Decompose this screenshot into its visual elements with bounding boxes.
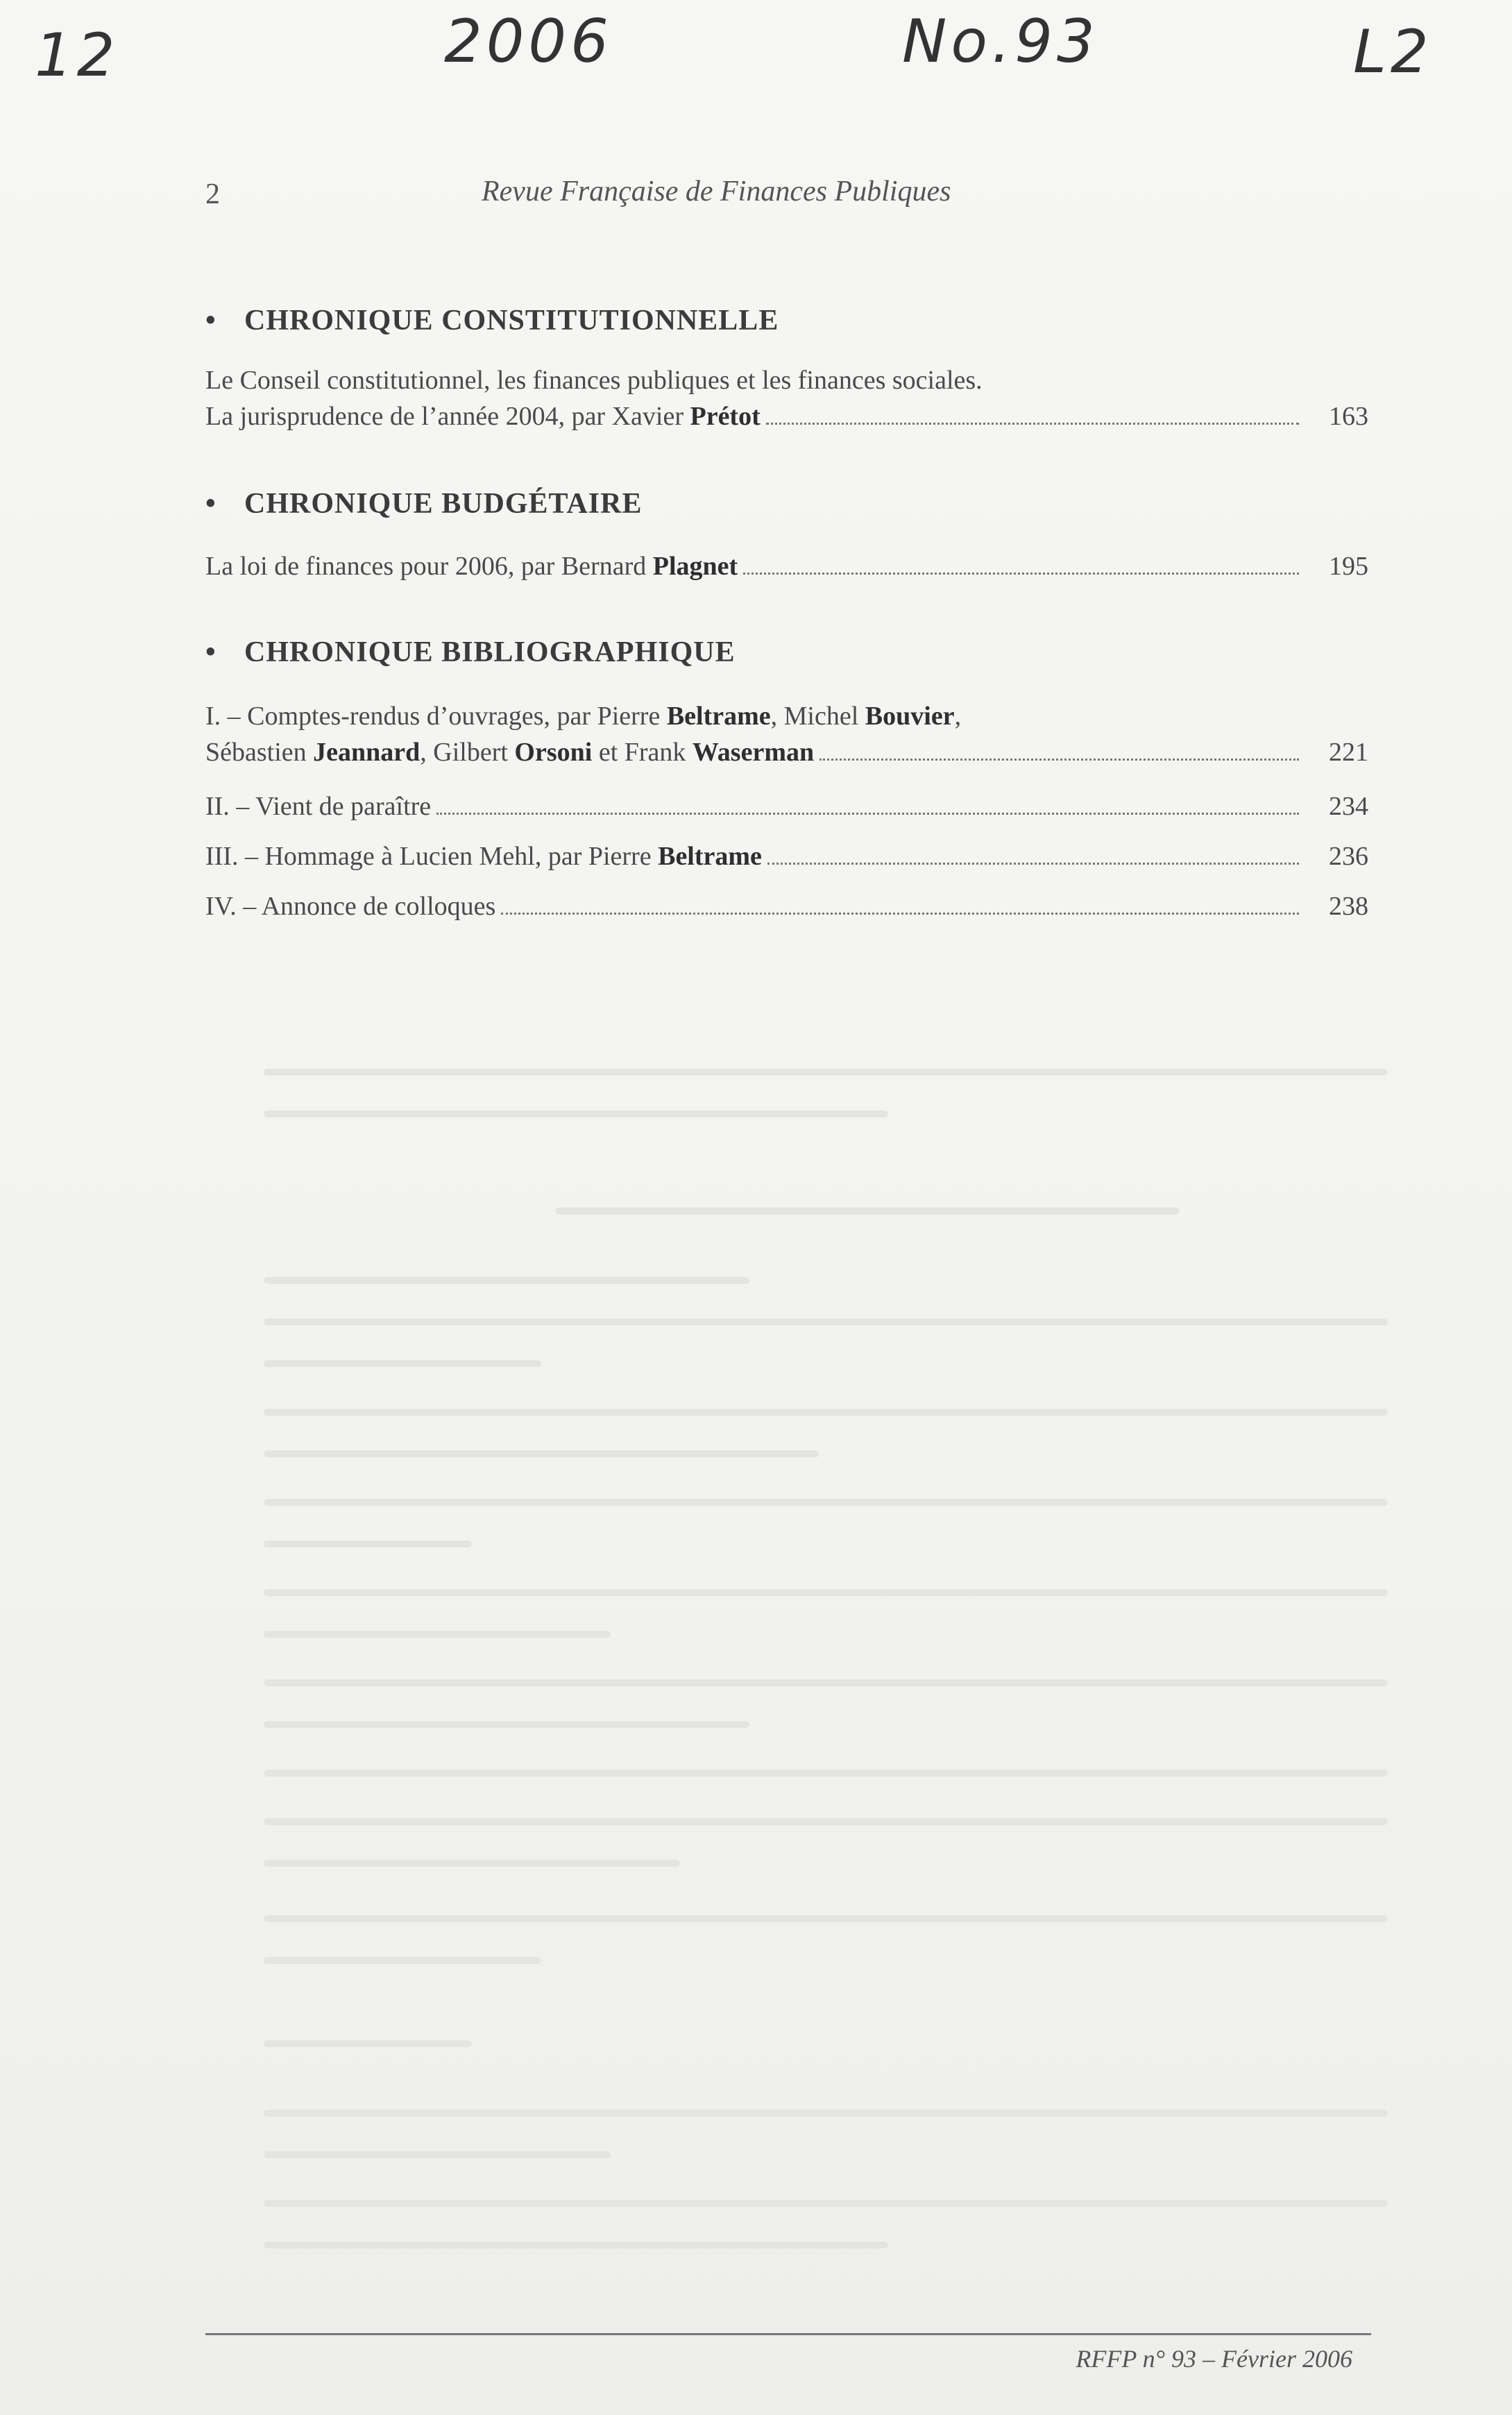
bleed-through — [264, 1319, 1388, 1325]
bleed-through — [264, 2200, 1388, 2207]
toc-entry: La loi de finances pour 2006, par Bernard Plagnet 195 — [205, 548, 1368, 584]
bleed-through — [264, 1499, 1388, 1506]
bleed-through — [264, 1409, 1388, 1416]
toc-entry: II. – Vient de paraître 234 — [205, 788, 1368, 824]
footer-rule — [205, 2333, 1371, 2335]
bleed-through — [264, 1450, 819, 1457]
page-number: 2 — [205, 178, 220, 210]
bleed-through — [264, 1541, 472, 1548]
footer-issue: RFFP n° 93 – Février 2006 — [1076, 2345, 1352, 2373]
toc-page-number: 221 — [1329, 738, 1368, 767]
leader-dots — [743, 573, 1299, 575]
bullet-icon: • — [205, 636, 216, 668]
toc-entry: IV. – Annonce de colloques 238 — [205, 888, 1368, 924]
toc-entry: I. – Comptes-rendus d’ouvrages, par Pierre Beltrame, Michel Bouvier, Sébastien Jeannard, Gilbert Orsoni et Frank Waserman 221 — [205, 698, 1368, 770]
toc-page-number: 163 — [1329, 402, 1368, 431]
bleed-through — [264, 2040, 472, 2047]
author-name: Orsoni — [514, 738, 593, 767]
author-name: Plagnet — [652, 552, 738, 581]
author-name: Beltrame — [658, 842, 762, 871]
bleed-through — [264, 2151, 611, 2158]
toc-entry: III. – Hommage à Lucien Mehl, par Pierre Beltrame 236 — [205, 838, 1368, 874]
leader-dots — [501, 913, 1299, 915]
toc-page-number: 234 — [1329, 792, 1368, 821]
toc-page-number: 238 — [1329, 892, 1368, 921]
running-head — [205, 172, 1385, 214]
bleed-through — [264, 1860, 680, 1867]
bullet-icon: • — [205, 305, 216, 337]
handwritten-issue: No.93 — [902, 7, 1099, 76]
bleed-through — [264, 2242, 888, 2248]
bleed-through — [264, 1589, 1388, 1596]
bleed-through — [264, 1631, 611, 1638]
toc-page-number: 236 — [1329, 842, 1368, 871]
leader-dots — [766, 423, 1299, 425]
toc-page-number: 195 — [1329, 552, 1368, 581]
bleed-through — [264, 1360, 541, 1367]
handwritten-year: 2006 — [444, 7, 613, 76]
bleed-through — [555, 1208, 1180, 1214]
author-name: Bouvier — [865, 702, 955, 731]
bleed-through — [264, 2110, 1388, 2117]
handwritten-code: L2 — [1353, 17, 1433, 87]
bleed-through — [264, 1069, 1388, 1076]
section-title-budgetaire: • CHRONIQUE BUDGÉTAIRE — [205, 488, 643, 520]
bleed-through — [264, 1277, 749, 1284]
section-title-bibliographique: • CHRONIQUE BIBLIOGRAPHIQUE — [205, 636, 736, 668]
leader-dots — [819, 759, 1299, 761]
journal-title: Revue Française de Finances Publiques — [482, 176, 951, 207]
author-name: Jeannard — [313, 738, 421, 767]
section-title-constitutionnelle: • CHRONIQUE CONSTITUTIONNELLE — [205, 305, 779, 337]
leader-dots — [767, 863, 1299, 865]
leader-dots — [436, 813, 1299, 815]
bleed-through — [264, 1770, 1388, 1777]
bleed-through — [264, 1721, 749, 1728]
handwritten-number: 12 — [35, 21, 119, 90]
toc-entry: Le Conseil constitutionnel, les finances publiques et les finances sociales. La jurisprudence de l’année 2004, par Xavier Prétot 163 — [205, 362, 1368, 434]
author-name: Waserman — [692, 738, 815, 767]
author-name: Prétot — [690, 402, 761, 431]
bleed-through — [264, 1957, 541, 1964]
bleed-through — [264, 1915, 1388, 1922]
bleed-through — [264, 1818, 1388, 1825]
bleed-through — [264, 1679, 1388, 1686]
bullet-icon: • — [205, 488, 216, 520]
author-name: Beltrame — [666, 702, 771, 731]
bleed-through — [264, 1110, 888, 1117]
